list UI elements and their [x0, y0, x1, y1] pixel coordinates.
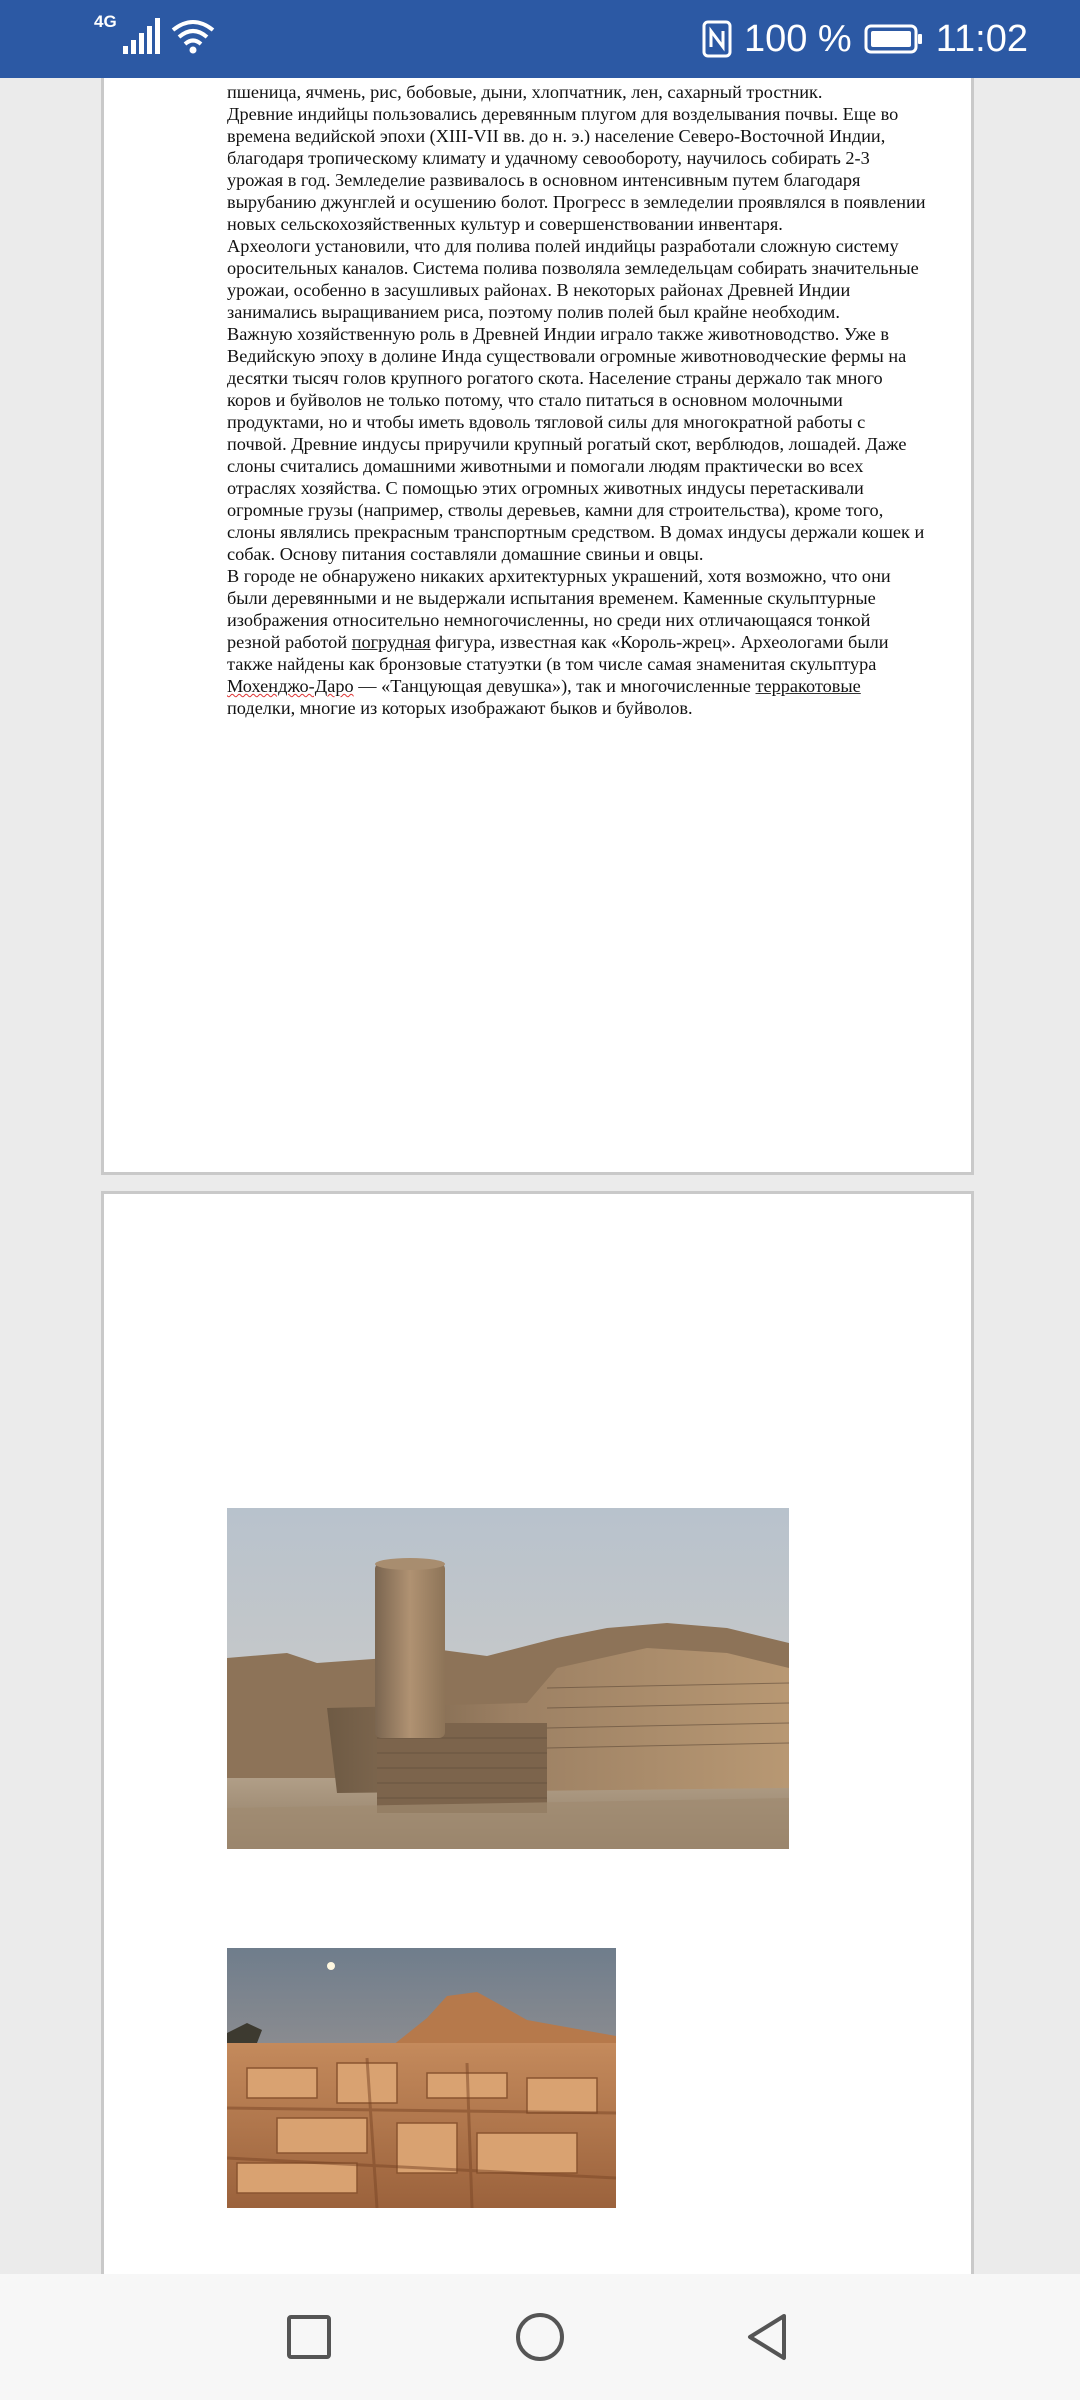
text-run: — «Танцующая девушка»), так и многочисленные — [353, 676, 756, 696]
document-page-2 — [101, 1191, 974, 2274]
status-bar — [0, 0, 1080, 78]
text-run: фигура, известная как «Король-жрец». Археологами были также найдены как бронзовые статуэтки (в том числе самая знаменитая скульптура — [227, 632, 889, 674]
back-button[interactable] — [732, 2302, 802, 2372]
home-button[interactable] — [505, 2302, 575, 2372]
triangle-back-icon — [744, 2312, 790, 2362]
wifi-icon — [171, 18, 215, 54]
paragraph: пшеница, ячмень, рис, бобовые, дыни, хлопчатник, лен, сахарный тростник. — [227, 82, 823, 102]
battery-percent: 100 % — [743, 18, 852, 60]
square-icon — [286, 2314, 332, 2360]
document-page-1 — [101, 78, 974, 1175]
paragraph: Важную хозяйственную роль в Древней Индии играло также животноводство. Уже в Ведийскую эпоху в долине Инда существовали огромные животноводческие фермы на десятки тысяч голов крупного рогатого скота. Население страны держало так много коров и буйволов не только потому, что стало питаться в основном молочными продуктами, но и чтобы иметь вдоволь тягловой силы для многократной работы с почвой. Древние индусы приручили крупный рогатый скот, верблюдов, лошадей. Даже слоны считались домашними животными и помогали людям практически во всех отраслях хозяйства. С помощью этих огромных животных индусы перетаскивали огромные грузы (например, стволы деревьев, камни для строительства), кроме того, слоны являлись прекрасным транспортным средством. В домах индусы держали кошек и собак. Основу питания составляли домашние свиньи и овцы. — [227, 324, 925, 564]
battery-icon — [864, 24, 924, 54]
navigation-bar — [0, 2274, 1080, 2400]
underlined-word: терракотовые — [755, 676, 861, 696]
page-1-text — [227, 81, 927, 719]
paragraph: Археологи установили, что для полива полей индийцы разработали сложную систему оросительных каналов. Система полива позволяла земледельцам собирать значительные урожаи, особенно в засушливых районах. В некоторых районах Древней Индии занимались выращиванием риса, поэтому полив полей был крайне необходим. — [227, 236, 919, 322]
document-view[interactable] — [0, 78, 1080, 2274]
text-run: поделки, многие из которых изображают быков и буйволов. — [227, 698, 693, 718]
underlined-word: погрудная — [351, 632, 431, 652]
spellcheck-word: Мохенджо-Даро — [227, 676, 354, 696]
clock: 11:02 — [935, 18, 1028, 60]
circle-icon — [515, 2312, 565, 2362]
paragraph: Древние индийцы пользовались деревянным плугом для возделывания почвы. Еще во времена ведийской эпохи (XIII-VII вв. до н. э.) население Северо-Восточной Индии, благодаря тропическому климату и удачному севообороту, научилось собирать 2-3 урожая в год. Земледелие развивалось в основном интенсивным путем благодаря вырубанию джунглей и осушению болот. Прогресс в земледелии проявлялся в появлении новых сельскохозяйственных культур и совершенствовании инвентаря. — [227, 104, 926, 234]
text-run: В городе не обнаружено никаких архитектурных украшений, хотя возможно, что они были деревянными и не выдержали испытания временем. Каменные скульптурные изображения относительно немногочисленны, но среди них отличающаяся тонкой резной работой — [227, 566, 891, 652]
network-type: 4G — [94, 12, 117, 31]
signal-icon — [123, 18, 161, 54]
paragraph-last — [227, 565, 927, 719]
ruins-dusk-photo — [227, 1948, 616, 2208]
recents-button[interactable] — [274, 2302, 344, 2372]
nfc-icon — [702, 20, 732, 58]
ruins-photo — [227, 1508, 789, 1849]
status-right — [702, 14, 1028, 64]
status-left — [94, 12, 215, 54]
